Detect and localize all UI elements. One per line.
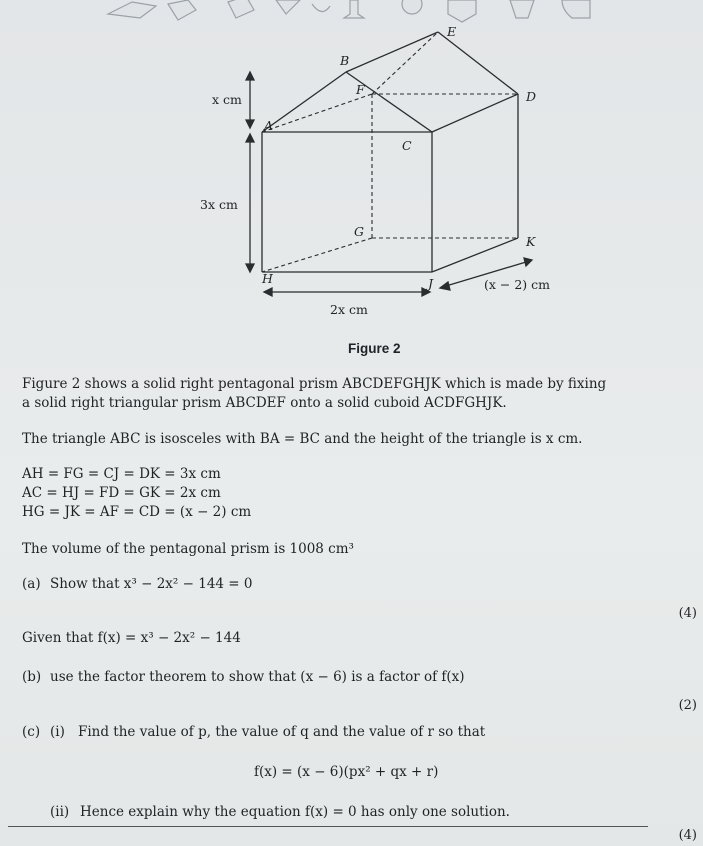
intro-line-2: a solid right triangular prism ABCDEF onto a solid cuboid ACDFGHJK.	[22, 395, 507, 411]
vertex-label-K: K	[526, 234, 536, 249]
vertex-label-D: D	[526, 89, 537, 104]
dim-3x-arrow-top	[246, 134, 254, 142]
edge-BC	[346, 72, 432, 132]
edge-CD	[432, 94, 518, 132]
equality-line-2: AC = HJ = FD = GK = 2x cm	[22, 485, 221, 501]
vertex-label-G: G	[354, 224, 364, 239]
dim-label-3x: 3x cm	[200, 197, 238, 212]
equality-line-3: HG = JK = AF = CD = (x − 2) cm	[22, 504, 252, 520]
part-c-i-text: Find the value of p, the value of q and the value of r so that	[78, 724, 486, 740]
dim-label-2x: 2x cm	[330, 302, 368, 317]
vertex-label-C: C	[402, 138, 412, 153]
dim-depth-arrow-left	[440, 282, 450, 290]
part-c-label: (c)	[22, 724, 41, 740]
arc-shape	[562, 0, 590, 18]
vertex-label-B: B	[340, 53, 350, 68]
triangle-shape	[276, 0, 300, 14]
dim-x-arrow-bottom	[246, 120, 254, 128]
part-b-label: (b)	[22, 669, 42, 685]
hidden-edge-AF	[262, 94, 372, 132]
vertex-label-H: H	[262, 271, 273, 286]
dim-3x-arrow-bottom	[246, 264, 254, 272]
hidden-edge-FE	[372, 32, 438, 94]
trapezium-shape	[108, 2, 156, 18]
dim-2x-arrow-left	[264, 288, 272, 296]
part-c-i-label: (i)	[50, 724, 65, 740]
curve-shape	[312, 4, 330, 12]
cup-shape	[510, 0, 534, 18]
part-b-text: use the factor theorem to show that (x − 6) is a factor of f(x)	[50, 669, 465, 685]
vertex-label-E: E	[447, 24, 457, 39]
circle-shape	[402, 0, 422, 14]
intro-line-1: Figure 2 shows a solid right pentagonal prism ABCDEFGHJK which is made by fixing	[22, 376, 607, 392]
vertex-label-J: J	[428, 276, 434, 291]
edge-AB	[262, 72, 346, 132]
part-c-ii-label: (ii)	[50, 804, 70, 820]
vertex-label-F: F	[356, 82, 365, 97]
rhombus-shape	[228, 0, 254, 18]
pentagon-shape	[448, 0, 476, 22]
volume-statement: The volume of the pentagonal prism is 1008 cm³	[22, 541, 354, 557]
part-c-ii-text: Hence explain why the equation f(x) = 0 has only one solution.	[80, 804, 510, 820]
dim-x-arrow-top	[246, 72, 254, 80]
kite-shape	[168, 0, 196, 20]
edge-JK	[432, 238, 518, 272]
part-c-equation: f(x) = (x − 6)(px² + qx + r)	[254, 764, 439, 780]
dim-label-x: x cm	[212, 92, 242, 107]
dim-label-depth: (x − 2) cm	[484, 277, 551, 292]
answer-rule	[8, 826, 648, 827]
equality-line-1: AH = FG = CJ = DK = 3x cm	[22, 466, 221, 482]
part-a-marks: (4)	[678, 606, 697, 621]
edge-BE	[346, 32, 438, 72]
vertex-label-A: A	[264, 118, 274, 133]
pillar-shape	[344, 0, 364, 18]
part-a-text: Show that x³ − 2x² − 144 = 0	[50, 576, 253, 592]
top-shapes-strip	[0, 0, 703, 26]
hidden-edge-GH	[262, 238, 372, 272]
edge-ED	[438, 32, 518, 94]
dim-depth-arrow-right	[524, 258, 532, 266]
triangle-statement: The triangle ABC is isosceles with BA = BC and the height of the triangle is x cm.	[22, 431, 583, 447]
figure-caption: Figure 2	[348, 341, 401, 356]
part-a-label: (a)	[22, 576, 41, 592]
part-b-marks: (2)	[678, 698, 697, 713]
part-c-marks: (4)	[678, 828, 697, 843]
given-statement: Given that f(x) = x³ − 2x² − 144	[22, 630, 241, 646]
